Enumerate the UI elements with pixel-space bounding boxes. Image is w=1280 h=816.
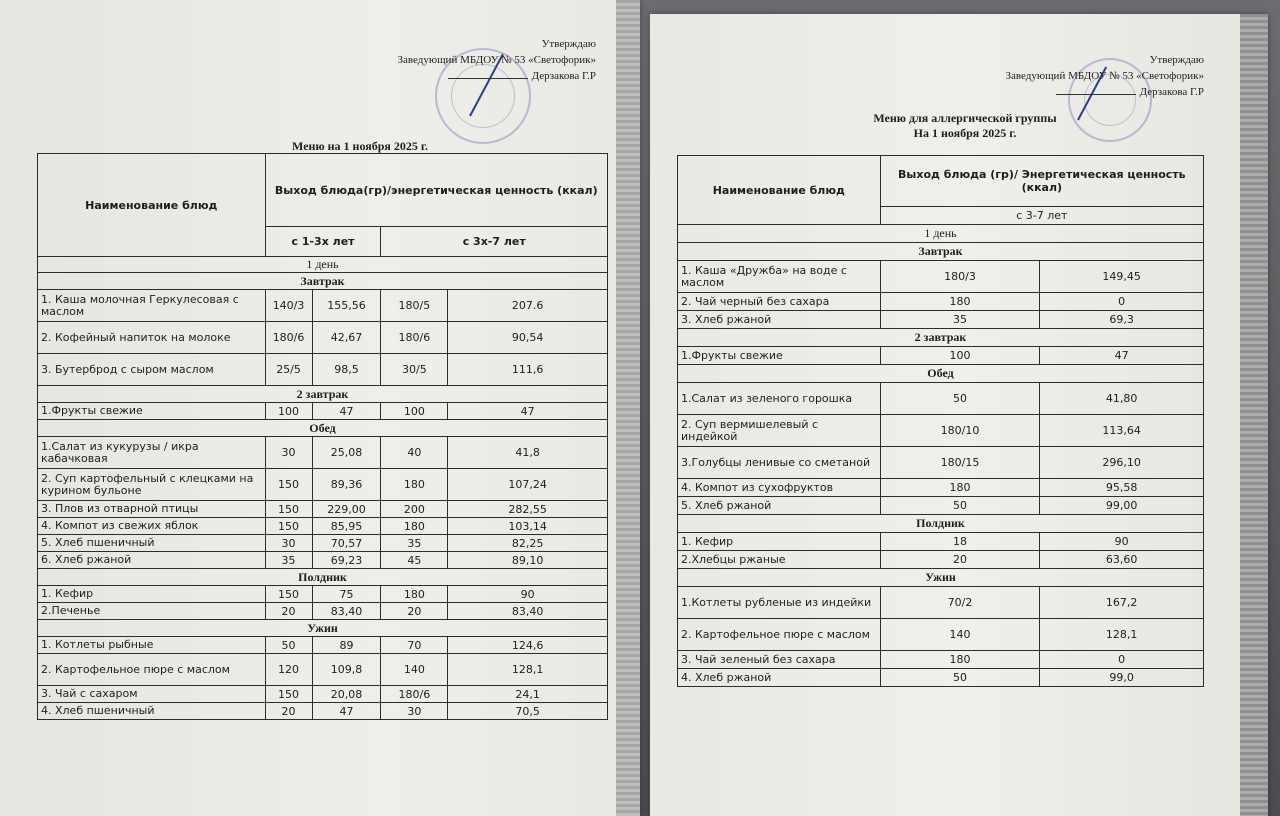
energy-1-3: 70,57: [312, 535, 381, 552]
energy-3-7: 99,0: [1040, 669, 1204, 687]
meal-section-title: Обед: [678, 365, 1204, 383]
energy-3-7: 111,6: [448, 354, 608, 386]
approval-word: Утверждаю: [1149, 54, 1204, 66]
portion-1-3: 25/5: [265, 354, 312, 386]
energy-3-7: 149,45: [1040, 261, 1204, 293]
dish-name: 5. Хлеб ржаной: [678, 497, 881, 515]
menu-title: Меню на 1 ноября 2025 г.: [292, 139, 428, 153]
portion-1-3: 150: [265, 518, 312, 535]
energy-1-3: 229,00: [312, 501, 381, 518]
portion-3-7: 180: [880, 651, 1040, 669]
table-row: [38, 518, 608, 535]
header-age-3-7: с 3-7 лет: [880, 207, 1203, 225]
energy-1-3: 47: [312, 703, 381, 720]
energy-3-7: 41,8: [448, 437, 608, 469]
portion-1-3: 120: [265, 654, 312, 686]
dish-name: 4. Хлеб пшеничный: [38, 703, 266, 720]
table-row: [38, 469, 608, 501]
meal-section-title: Завтрак: [38, 273, 608, 290]
meal-section-title: Ужин: [678, 569, 1204, 587]
dish-name: 2. Чай черный без сахара: [678, 293, 881, 311]
portion-1-3: 150: [265, 501, 312, 518]
meal-section-row: [678, 569, 1204, 587]
dish-name: 5. Хлеб пшеничный: [38, 535, 266, 552]
meal-section-title: Ужин: [38, 620, 608, 637]
energy-3-7: 128,1: [1040, 619, 1204, 651]
table-row: [678, 311, 1204, 329]
approval-signer: Дерзакова Г.Р: [398, 68, 596, 84]
table-row: [678, 551, 1204, 569]
table-row: [38, 354, 608, 386]
portion-3-7: 30: [381, 703, 448, 720]
energy-3-7: 69,3: [1040, 311, 1204, 329]
header-age-3-7: с 3х-7 лет: [381, 227, 608, 257]
meal-section-title: Полдник: [678, 515, 1204, 533]
dish-name: 1. Кефир: [678, 533, 881, 551]
table-row: [38, 437, 608, 469]
menu-title: [815, 111, 1115, 141]
dish-name: 2.Хлебцы ржаные: [678, 551, 881, 569]
dish-name: 3. Чай с сахаром: [38, 686, 266, 703]
portion-3-7: 180: [880, 293, 1040, 311]
portion-1-3: 20: [265, 603, 312, 620]
table-row: [678, 497, 1204, 515]
table-row: [38, 552, 608, 569]
meal-section-title: 2 завтрак: [38, 386, 608, 403]
portion-3-7: 180/15: [880, 447, 1040, 479]
dish-name: 6. Хлеб ржаной: [38, 552, 266, 569]
portion-3-7: 180/6: [381, 686, 448, 703]
meal-section-row: [678, 515, 1204, 533]
energy-1-3: 89: [312, 637, 381, 654]
dish-name: 2. Картофельное пюре с маслом: [678, 619, 881, 651]
dish-name: 3. Плов из отварной птицы: [38, 501, 266, 518]
dish-name: 1. Каша «Дружба» на воде с маслом: [678, 261, 881, 293]
energy-3-7: 63,60: [1040, 551, 1204, 569]
portion-1-3: 150: [265, 586, 312, 603]
portion-3-7: 50: [880, 669, 1040, 687]
day-row: [678, 225, 1204, 243]
energy-1-3: 89,36: [312, 469, 381, 501]
menu-title-line-1: Меню для аллергической группы: [873, 111, 1057, 125]
energy-3-7: 128,1: [448, 654, 608, 686]
energy-3-7: 207.6: [448, 290, 608, 322]
portion-1-3: 100: [265, 403, 312, 420]
energy-1-3: 83,40: [312, 603, 381, 620]
dish-name: 1.Салат из кукурузы / икра кабачковая: [38, 437, 266, 469]
meal-section-title: Полдник: [38, 569, 608, 586]
dish-name: 4. Хлеб ржаной: [678, 669, 881, 687]
energy-3-7: 99,00: [1040, 497, 1204, 515]
energy-3-7: 107,24: [448, 469, 608, 501]
table-row: [678, 479, 1204, 497]
meal-section-title: 2 завтрак: [678, 329, 1204, 347]
portion-3-7: 140: [381, 654, 448, 686]
portion-3-7: 140: [880, 619, 1040, 651]
dish-name: 3. Бутерброд с сыром маслом: [38, 354, 266, 386]
dish-name: 3. Хлеб ржаной: [678, 311, 881, 329]
energy-1-3: 75: [312, 586, 381, 603]
meal-section-row: [38, 386, 608, 403]
meal-section-row: [38, 273, 608, 290]
energy-1-3: 20,08: [312, 686, 381, 703]
energy-3-7: 90,54: [448, 322, 608, 354]
energy-1-3: 47: [312, 403, 381, 420]
portion-1-3: 35: [265, 552, 312, 569]
table-row: [678, 415, 1204, 447]
approval-word: Утверждаю: [541, 38, 596, 50]
energy-3-7: 167,2: [1040, 587, 1204, 619]
portion-1-3: 180/6: [265, 322, 312, 354]
energy-1-3: 109,8: [312, 654, 381, 686]
day-label: 1 день: [678, 225, 1204, 243]
portion-3-7: 70: [381, 637, 448, 654]
table-row: [38, 654, 608, 686]
meal-section-title: Обед: [38, 420, 608, 437]
approval-head: Заведующий МБДОУ № 53 «Светофорик»: [397, 54, 596, 66]
table-row: [38, 637, 608, 654]
portion-1-3: 140/3: [265, 290, 312, 322]
dish-name: 1. Кефир: [38, 586, 266, 603]
table-row: [38, 535, 608, 552]
table-row: [38, 290, 608, 322]
energy-3-7: 70,5: [448, 703, 608, 720]
dish-name: 4. Компот из сухофруктов: [678, 479, 881, 497]
portion-3-7: 70/2: [880, 587, 1040, 619]
table-row: [38, 586, 608, 603]
portion-3-7: 20: [381, 603, 448, 620]
portion-3-7: 180: [381, 469, 448, 501]
table-row: [38, 403, 608, 420]
day-label: 1 день: [38, 257, 608, 273]
header-dish-name: Наименование блюд: [678, 156, 881, 225]
energy-3-7: 0: [1040, 293, 1204, 311]
header-age-1-3: с 1-3х лет: [265, 227, 381, 257]
menu-table: [37, 153, 608, 720]
dish-name: 1.Салат из зеленого горошка: [678, 383, 881, 415]
dish-name: 1.Котлеты рубленые из индейки: [678, 587, 881, 619]
table-row: [678, 669, 1204, 687]
portion-3-7: 180: [381, 586, 448, 603]
energy-3-7: 90: [448, 586, 608, 603]
table-row: [678, 293, 1204, 311]
energy-1-3: 25,08: [312, 437, 381, 469]
dish-name: 3.Голубцы ленивые со сметаной: [678, 447, 881, 479]
energy-1-3: 85,95: [312, 518, 381, 535]
energy-1-3: 69,23: [312, 552, 381, 569]
energy-3-7: 41,80: [1040, 383, 1204, 415]
header-output: Выход блюда(гр)/энергетическая ценность (ккал): [265, 154, 607, 227]
signature-line: [448, 78, 528, 79]
dish-name: 1.Фрукты свежие: [678, 347, 881, 365]
energy-3-7: 282,55: [448, 501, 608, 518]
portion-3-7: 30/5: [381, 354, 448, 386]
energy-3-7: 82,25: [448, 535, 608, 552]
menu-sheet-allergy: [650, 14, 1268, 816]
portion-3-7: 100: [880, 347, 1040, 365]
energy-3-7: 0: [1040, 651, 1204, 669]
meal-section-row: [678, 243, 1204, 261]
portion-1-3: 30: [265, 437, 312, 469]
portion-3-7: 40: [381, 437, 448, 469]
dish-name: 1.Фрукты свежие: [38, 403, 266, 420]
energy-3-7: 113,64: [1040, 415, 1204, 447]
meal-section-title: Завтрак: [678, 243, 1204, 261]
energy-1-3: 98,5: [312, 354, 381, 386]
table-row: [678, 261, 1204, 293]
meal-section-row: [38, 569, 608, 586]
portion-3-7: 180/3: [880, 261, 1040, 293]
table-row: [678, 347, 1204, 365]
energy-3-7: 90: [1040, 533, 1204, 551]
dish-name: 1. Котлеты рыбные: [38, 637, 266, 654]
dish-name: 3. Чай зеленый без сахара: [678, 651, 881, 669]
dish-name: 4. Компот из свежих яблок: [38, 518, 266, 535]
portion-3-7: 180: [381, 518, 448, 535]
portion-1-3: 150: [265, 686, 312, 703]
portion-1-3: 50: [265, 637, 312, 654]
dish-name: 2. Суп вермишелевый с индейкой: [678, 415, 881, 447]
energy-1-3: 155,56: [312, 290, 381, 322]
portion-3-7: 18: [880, 533, 1040, 551]
energy-3-7: 124,6: [448, 637, 608, 654]
approval-block: [1006, 52, 1204, 100]
portion-3-7: 180/5: [381, 290, 448, 322]
portion-3-7: 50: [880, 383, 1040, 415]
day-row: [38, 257, 608, 273]
table-row: [38, 603, 608, 620]
table-row: [678, 587, 1204, 619]
header-dish-name: Наименование блюд: [38, 154, 266, 257]
meal-section-row: [678, 365, 1204, 383]
menu-title-line-2: На 1 ноября 2025 г.: [913, 126, 1017, 140]
table-row: [678, 533, 1204, 551]
dish-name: 1. Каша молочная Геркулесовая с маслом: [38, 290, 266, 322]
dish-name: 2. Суп картофельный с клецками на курином бульоне: [38, 469, 266, 501]
table-row: [678, 447, 1204, 479]
energy-3-7: 89,10: [448, 552, 608, 569]
header-output: Выход блюда (гр)/ Энергетическая ценность (ккал): [880, 156, 1203, 207]
portion-3-7: 20: [880, 551, 1040, 569]
signature-line: [1056, 94, 1136, 95]
portion-3-7: 45: [381, 552, 448, 569]
energy-3-7: 95,58: [1040, 479, 1204, 497]
meal-section-row: [38, 620, 608, 637]
portion-3-7: 35: [381, 535, 448, 552]
approval-signer: Дерзакова Г.Р: [1006, 84, 1204, 100]
portion-3-7: 100: [381, 403, 448, 420]
meal-section-row: [38, 420, 608, 437]
energy-3-7: 103,14: [448, 518, 608, 535]
portion-3-7: 35: [880, 311, 1040, 329]
energy-3-7: 47: [448, 403, 608, 420]
dish-name: 2. Картофельное пюре с маслом: [38, 654, 266, 686]
energy-3-7: 83,40: [448, 603, 608, 620]
table-row: [38, 703, 608, 720]
meal-section-row: [678, 329, 1204, 347]
portion-1-3: 20: [265, 703, 312, 720]
approval-block: [398, 36, 596, 84]
allergy-menu-table: [677, 155, 1204, 687]
portion-3-7: 180/6: [381, 322, 448, 354]
portion-1-3: 150: [265, 469, 312, 501]
table-row: [38, 686, 608, 703]
dish-name: 2. Кофейный напиток на молоке: [38, 322, 266, 354]
table-row: [38, 501, 608, 518]
energy-3-7: 24,1: [448, 686, 608, 703]
table-row: [678, 383, 1204, 415]
approval-head: Заведующий МБДОУ № 53 «Светофорик»: [1005, 70, 1204, 82]
table-row: [678, 651, 1204, 669]
table-row: [38, 322, 608, 354]
portion-3-7: 180: [880, 479, 1040, 497]
portion-3-7: 50: [880, 497, 1040, 515]
portion-3-7: 200: [381, 501, 448, 518]
dish-name: 2.Печенье: [38, 603, 266, 620]
table-row: [678, 619, 1204, 651]
energy-3-7: 296,10: [1040, 447, 1204, 479]
energy-1-3: 42,67: [312, 322, 381, 354]
portion-1-3: 30: [265, 535, 312, 552]
portion-3-7: 180/10: [880, 415, 1040, 447]
energy-3-7: 47: [1040, 347, 1204, 365]
